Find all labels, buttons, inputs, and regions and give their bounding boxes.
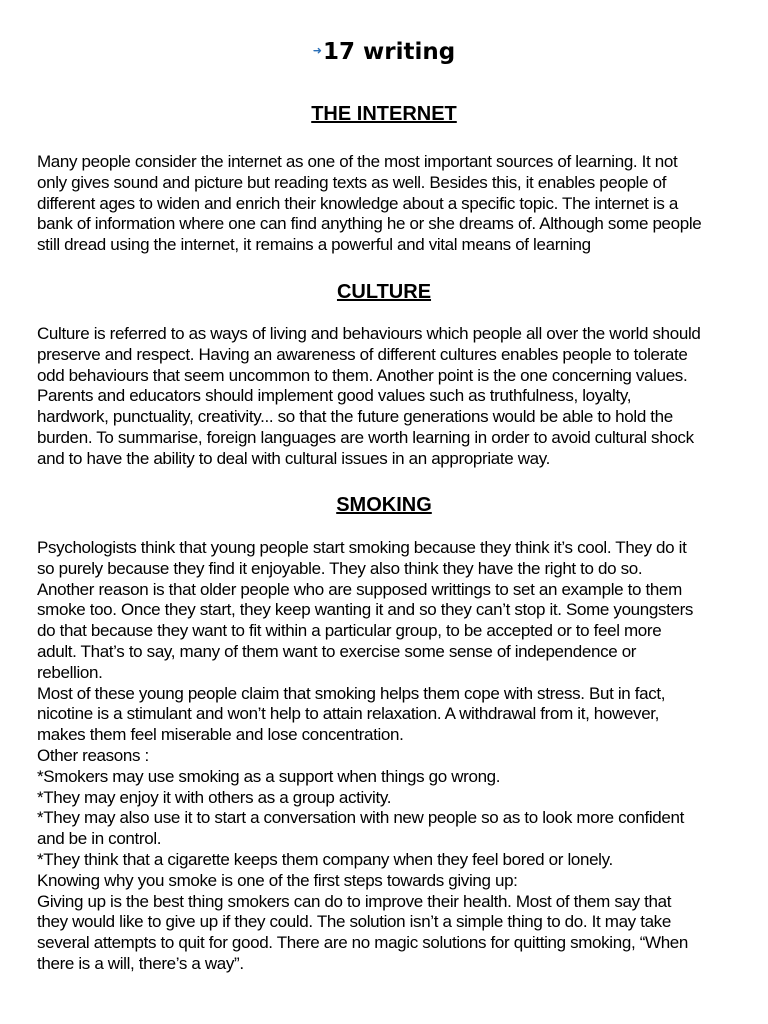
text-line: preserve and respect. Having an awareness of different cultures enables people to tolerate bbox=[37, 344, 688, 364]
document-title bbox=[0, 36, 768, 69]
text-line: Parents and educators should implement good values such as truthfulness, loyalty, bbox=[37, 386, 632, 406]
section-body-internet bbox=[37, 152, 737, 256]
text-line: still dread using the internet, it remains a powerful and vital means of learning bbox=[37, 235, 591, 255]
text-line: makes them feel miserable and lose concentration. bbox=[37, 725, 404, 745]
text-line: burden. To summarise, foreign languages are worth learning in order to avoid cultural shock bbox=[37, 427, 694, 447]
text-line: Most of these young people claim that smoking helps them cope with stress. But in fact, bbox=[37, 683, 666, 703]
text-line: different ages to widen and enrich their knowledge about a specific topic. The internet is a bbox=[37, 193, 678, 213]
section-heading-internet: THE INTERNET bbox=[311, 103, 457, 125]
text-line: Psychologists think that young people start smoking because they think it’s cool. They do it bbox=[37, 538, 687, 557]
section-heading-culture: CULTURE bbox=[336, 281, 432, 303]
section-body-culture bbox=[37, 324, 737, 470]
text-line: Many people consider the internet as one of the most important sources of learning. It not bbox=[37, 152, 678, 171]
text-line: rebellion. bbox=[37, 662, 103, 682]
text-line: Another reason is that older people who are supposed writtings to set an example to them bbox=[37, 579, 682, 599]
text-line: Other reasons : bbox=[37, 745, 149, 765]
text-line: adult. That’s to say, many of them want to exercise some sense of independence or bbox=[37, 641, 637, 661]
text-line: *They may enjoy it with others as a group activity. bbox=[37, 787, 392, 807]
text-line: bank of information where one can find anything he or she dreams of. Although some people bbox=[37, 214, 702, 234]
text-line: Culture is referred to as ways of living and behaviours which people all over the world should bbox=[37, 324, 701, 343]
text-line: so purely because they find it enjoyable. They also think they have the right to do so. bbox=[37, 558, 643, 578]
text-line: odd behaviours that seem uncommon to them. Another point is the one concerning values. bbox=[37, 365, 688, 385]
text-line: *Smokers may use smoking as a support when things go wrong. bbox=[37, 766, 501, 786]
section-heading-smoking: SMOKING bbox=[336, 494, 432, 516]
text-line: several attempts to quit for good. There are no magic solutions for quitting smoking, “When bbox=[37, 933, 689, 953]
section-body-smoking bbox=[37, 538, 737, 975]
text-line: Knowing why you smoke is one of the first steps towards giving up: bbox=[37, 870, 518, 890]
text-line: smoke too. Once they start, they keep wanting it and so they can’t stop it. Some youngsters bbox=[37, 600, 694, 620]
text-line: nicotine is a stimulant and won’t help to attain relaxation. A withdrawal from it, however, bbox=[37, 704, 660, 724]
text-line: do that because they want to fit within a particular group, to be accepted or to feel more bbox=[37, 621, 662, 641]
text-line: only gives sound and picture but reading texts as well. Besides this, it enables people of bbox=[37, 172, 667, 192]
text-line: and be in control. bbox=[37, 829, 162, 849]
text-line: *They may also use it to start a conversation with new people so as to look more confident bbox=[37, 808, 684, 828]
text-line: Giving up is the best thing smokers can do to improve their health. Most of them say that bbox=[37, 891, 672, 911]
text-line: there is a will, there’s a way”. bbox=[37, 953, 244, 973]
text-line: they would like to give up if they could. The solution isn’t a simple thing to do. It may take bbox=[37, 912, 671, 932]
text-line: and to have the ability to deal with cultural issues in an appropriate way. bbox=[37, 448, 551, 468]
text-line: hardwork, punctuality, creativity... so that the future generations would be able to hold the bbox=[37, 407, 673, 427]
arrow-right-icon: ➜ bbox=[312, 43, 322, 57]
document-title-text: 17 writing bbox=[323, 39, 456, 65]
text-line: *They think that a cigarette keeps them company when they feel bored or lonely. bbox=[37, 849, 613, 869]
